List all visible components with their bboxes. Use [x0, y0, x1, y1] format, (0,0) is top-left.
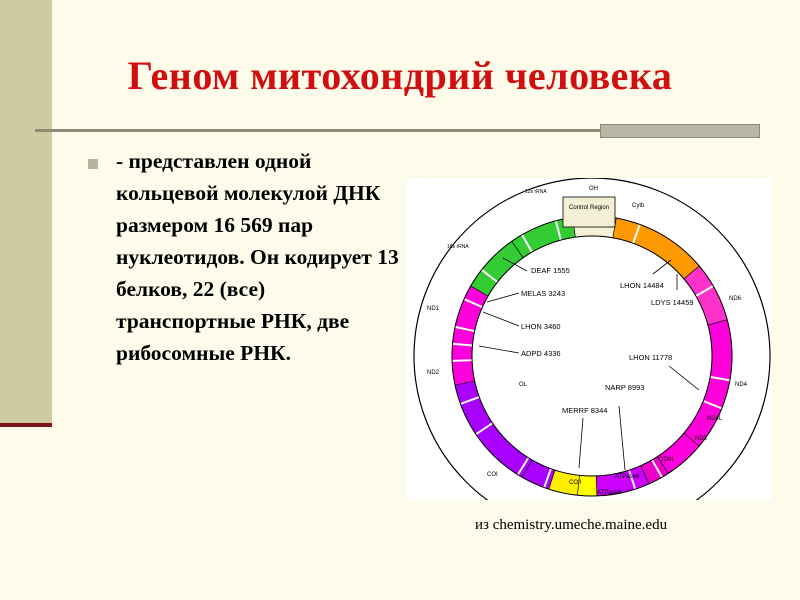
label-atpase6: ATPase6	[615, 474, 640, 480]
bullet-marker	[88, 159, 98, 169]
label-coiii: COIII	[659, 457, 674, 463]
mutation-label-adpd-4336: ADPD 4336	[521, 349, 561, 358]
arrow-melas-3243	[487, 293, 519, 302]
mutation-label-melas-3243: MELAS 3243	[521, 289, 566, 298]
mtdna-map-svg	[407, 178, 772, 500]
label-nd6: ND6	[729, 296, 742, 302]
mutation-label-ldys-14459: LDYS 14459	[651, 298, 694, 307]
label-coii: COII	[569, 480, 582, 486]
image-credit: из chemistry.umeche.maine.edu	[475, 517, 668, 533]
control-region-label: Control Region	[568, 205, 610, 211]
label-coi: COI	[487, 472, 498, 478]
gene-ring	[452, 216, 732, 496]
label-ol: OL	[519, 382, 528, 388]
label-nd4: ND4	[735, 382, 748, 388]
trna-gap-10	[452, 360, 472, 361]
arrow-merrf-8344	[579, 418, 583, 468]
label-nd3: ND3	[695, 436, 708, 442]
slide-title: Геном митохондрий человека	[127, 53, 673, 98]
label-12s-rrna: 12s rRNA	[525, 189, 547, 195]
mutation-label-merrf-8344: MERRF 8344	[562, 406, 608, 415]
label-16s-rrna: 16s rRNA	[447, 244, 469, 250]
mutation-label-lhon-14484: LHON 14484	[620, 281, 664, 290]
segment-nd5	[684, 320, 732, 446]
mtdna-diagram	[407, 178, 772, 500]
mutation-label-lhon-11778: LHON 11778	[629, 353, 673, 362]
arrow-lhon-14484	[653, 260, 671, 274]
arrow-adpd-4336	[479, 346, 519, 353]
label-nd2: ND2	[427, 370, 440, 376]
mutation-label-narp-8993: NARP 8993	[605, 383, 645, 392]
decorative-left-bar-edge	[0, 423, 52, 427]
segment-cytb	[613, 218, 699, 279]
slide-body-text: - представлен одной кольцевой молекулой ДНК размером 16 569 пар нуклеотидов. Он кодирует 13 белков, 22 (все) транспортные РНК, две рибосомные РНК.	[116, 149, 399, 365]
segment-coi	[455, 381, 532, 477]
arrow-lhon-3460	[483, 312, 519, 326]
arrow-lhon-11778	[669, 366, 699, 390]
arrow-narp-8993	[619, 406, 625, 470]
mutation-label-deaf-1555: DEAF 1555	[531, 266, 570, 275]
mutation-arrows	[479, 258, 699, 470]
mutation-label-lhon-3460: LHON 3460	[521, 322, 561, 331]
label-nd4l: ND4L	[707, 416, 723, 422]
segment-16s-rrna	[471, 241, 523, 296]
label-atpase8: ATPase8	[597, 490, 622, 496]
label-oh: OH	[589, 186, 598, 192]
label-cytb: Cytb	[632, 203, 645, 209]
label-nd1: ND1	[427, 306, 440, 312]
ring-inner-edge	[472, 236, 712, 476]
divider-accent-block	[600, 124, 760, 138]
control-region-box	[563, 197, 615, 227]
